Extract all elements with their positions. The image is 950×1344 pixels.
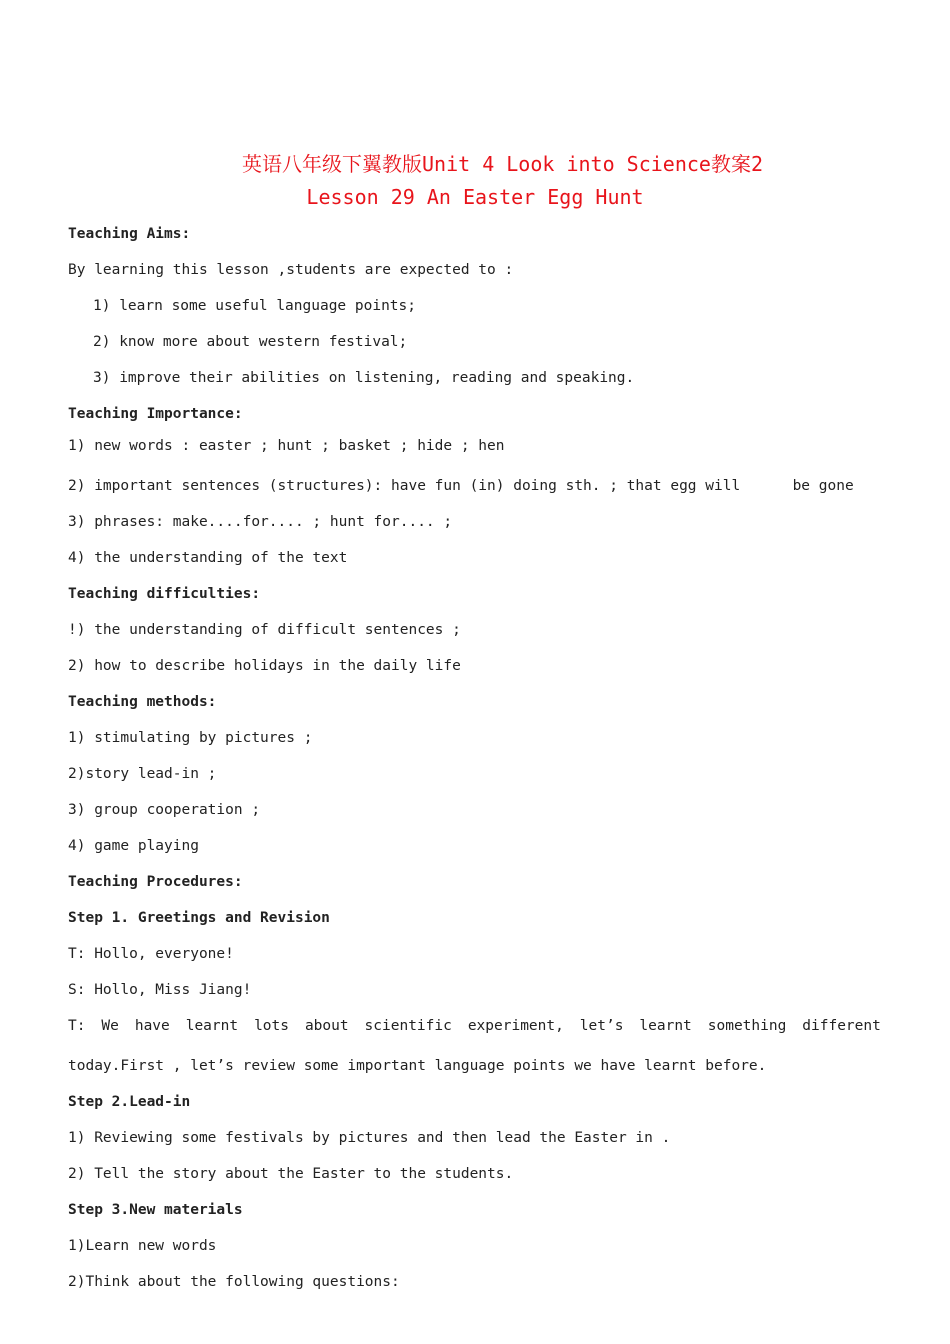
aims-item: 1) learn some useful language points; — [93, 298, 417, 314]
word: learnt — [185, 1018, 239, 1034]
step3-item: 2)Think about the following questions: — [68, 1274, 400, 1290]
teacher-line-continued: today.First , let’s review some important language points we have learnt before. — [68, 1058, 767, 1074]
difficulties-item: 2) how to describe holidays in the daily life — [68, 658, 461, 674]
importance-item: 2) important sentences (structures): have fun (in) doing sth. ; that egg will be gone — [68, 478, 854, 494]
teaching-aims-heading: Teaching Aims: — [68, 226, 191, 242]
methods-item: 2)story lead-in ; — [68, 766, 217, 782]
word: lots — [254, 1018, 289, 1034]
word: about — [304, 1018, 349, 1034]
step1-heading: Step 1. Greetings and Revision — [68, 910, 330, 926]
document-title: 英语八年级下翼教版Unit 4 Look into Science教案2 — [241, 152, 764, 176]
step2-heading: Step 2.Lead-in — [68, 1094, 191, 1110]
teacher-justified-line — [68, 1016, 881, 1036]
word: We — [101, 1018, 119, 1034]
word: something — [707, 1018, 787, 1034]
word: different — [802, 1018, 881, 1034]
step2-item: 2) Tell the story about the Easter to the students. — [68, 1166, 514, 1182]
teaching-importance-heading: Teaching Importance: — [68, 406, 243, 422]
teaching-methods-heading: Teaching methods: — [68, 694, 217, 710]
teaching-procedures-heading: Teaching Procedures: — [68, 874, 243, 890]
word: let’s — [579, 1018, 624, 1034]
aims-intro: By learning this lesson ,students are expected to : — [68, 262, 514, 278]
dialogue-line: S: Hollo, Miss Jiang! — [68, 982, 252, 998]
methods-item: 4) game playing — [68, 838, 199, 854]
importance-item: 3) phrases: make....for.... ; hunt for.... ; — [68, 514, 453, 530]
dialogue-line: T: Hollo, everyone! — [68, 946, 234, 962]
word: scientific — [364, 1018, 452, 1034]
importance-item: 1) new words : easter ; hunt ; basket ; hide ; hen — [68, 438, 505, 454]
word: T: — [68, 1018, 86, 1034]
importance-item: 4) the understanding of the text — [68, 550, 348, 566]
methods-item: 3) group cooperation ; — [68, 802, 261, 818]
methods-item: 1) stimulating by pictures ; — [68, 730, 313, 746]
step2-item: 1) Reviewing some festivals by pictures and then lead the Easter in . — [68, 1130, 671, 1146]
teaching-difficulties-heading: Teaching difficulties: — [68, 586, 261, 602]
lesson-title: Lesson 29 An Easter Egg Hunt — [306, 185, 644, 209]
word: have — [134, 1018, 170, 1034]
step3-heading: Step 3.New materials — [68, 1202, 243, 1218]
word: learnt — [639, 1018, 692, 1034]
aims-item: 3) improve their abilities on listening, reading and speaking. — [93, 370, 635, 386]
difficulties-item: !) the understanding of difficult sentences ; — [68, 622, 461, 638]
aims-item: 2) know more about western festival; — [93, 334, 408, 350]
word: experiment, — [467, 1018, 564, 1034]
step3-item: 1)Learn new words — [68, 1238, 217, 1254]
